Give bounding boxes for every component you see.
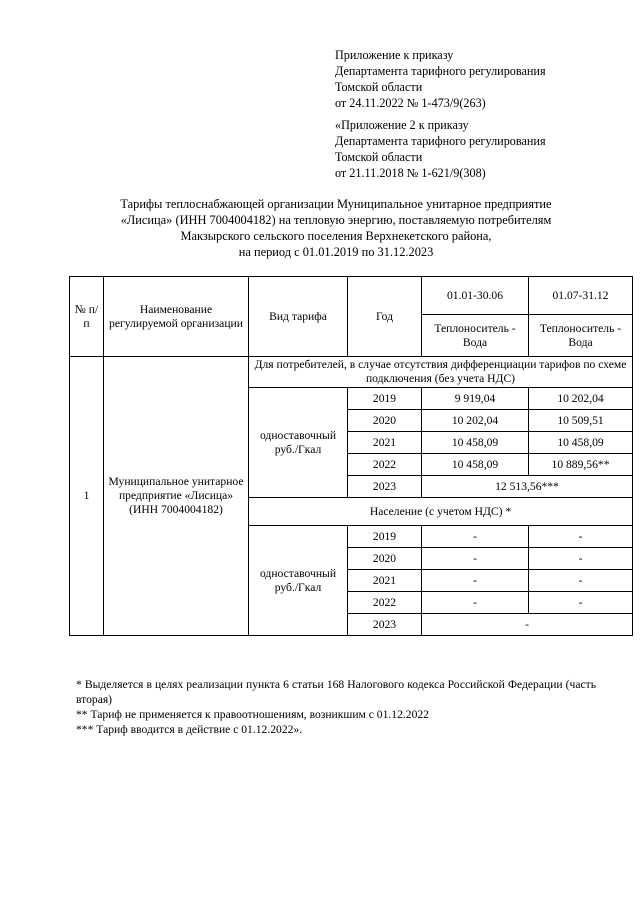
- appendix-line: от 24.11.2022 № 1-473/9(263): [335, 96, 486, 110]
- title-line: Тарифы теплоснабжающей организации Муниципальное унитарное предприятие: [120, 197, 552, 211]
- header-carrier-2: Теплоноситель - Вода: [529, 315, 633, 357]
- value-cell: -: [529, 570, 633, 592]
- value-cell: -: [422, 548, 529, 570]
- value-cell: -: [422, 570, 529, 592]
- appendix-block-current: [335, 47, 625, 111]
- title-line: «Лисица» (ИНН 7004004182) на тепловую энергию, поставляемую потребителям: [120, 213, 552, 227]
- value-cell: 10 458,09: [422, 454, 529, 476]
- value-cell: 10 458,09: [422, 432, 529, 454]
- value-cell: -: [529, 548, 633, 570]
- appendix-line: Томской области: [335, 80, 423, 94]
- document-title: [60, 196, 612, 260]
- value-cell: 10 202,04: [422, 410, 529, 432]
- header-year: Год: [348, 277, 422, 357]
- year-cell: 2023: [348, 614, 422, 636]
- header-row: [70, 277, 633, 315]
- year-cell: 2021: [348, 570, 422, 592]
- header-period-2: 01.07-31.12: [529, 277, 633, 315]
- value-cell: -: [422, 526, 529, 548]
- appendix-line: Томской области: [335, 150, 423, 164]
- organization-name: Муниципальное унитарное предприятие «Лисица» (ИНН 7004004182): [104, 357, 249, 636]
- footnotes: [76, 677, 596, 737]
- value-cell-merged: -: [422, 614, 633, 636]
- tariff-type-cell: одноставочный руб./Гкал: [249, 388, 348, 498]
- footnote: ** Тариф не применяется к правоотношениям, возникшим с 01.12.2022: [76, 708, 429, 721]
- tariff-table: [69, 276, 633, 636]
- header-org: Наименование регулируемой организации: [104, 277, 249, 357]
- year-cell: 2019: [348, 388, 422, 410]
- appendix-header: [335, 47, 625, 187]
- footnote: *** Тариф вводится в действие с 01.12.2022».: [76, 723, 303, 736]
- value-cell: 10 458,09: [529, 432, 633, 454]
- year-cell: 2020: [348, 548, 422, 570]
- appendix-block-original: [335, 117, 625, 181]
- appendix-line: от 21.11.2018 № 1-621/9(308): [335, 166, 486, 180]
- value-cell: 10 889,56**: [529, 454, 633, 476]
- title-line: на период с 01.01.2019 по 31.12.2023: [238, 245, 434, 259]
- value-cell: 9 919,04: [422, 388, 529, 410]
- value-cell-merged: 12 513,56***: [422, 476, 633, 498]
- value-cell: -: [529, 526, 633, 548]
- appendix-line: Департамента тарифного регулирования: [335, 64, 546, 78]
- year-cell: 2022: [348, 592, 422, 614]
- value-cell: -: [529, 592, 633, 614]
- year-cell: 2020: [348, 410, 422, 432]
- footnote: * Выделяется в целях реализации пункта 6 статьи 168 Налогового кодекса Российской Федерации (часть вторая): [76, 678, 596, 706]
- header-carrier-1: Теплоноситель - Вода: [422, 315, 529, 357]
- appendix-line: «Приложение 2 к приказу: [335, 118, 469, 132]
- header-num: № п/п: [70, 277, 104, 357]
- section-label: Население (с учетом НДС) *: [249, 498, 633, 526]
- row-number: 1: [70, 357, 104, 636]
- year-cell: 2023: [348, 476, 422, 498]
- value-cell: 10 509,51: [529, 410, 633, 432]
- year-cell: 2022: [348, 454, 422, 476]
- section-label-row: [70, 357, 633, 388]
- appendix-line: Департамента тарифного регулирования: [335, 134, 546, 148]
- appendix-line: Приложение к приказу: [335, 48, 454, 62]
- value-cell: -: [422, 592, 529, 614]
- tariff-type-cell: одноставочный руб./Гкал: [249, 526, 348, 636]
- header-period-1: 01.01-30.06: [422, 277, 529, 315]
- section-label: Для потребителей, в случае отсутствия дифференциации тарифов по схеме подключения (без учета НДС): [249, 357, 633, 388]
- year-cell: 2021: [348, 432, 422, 454]
- title-line: Макзырского сельского поселения Верхнекетского района,: [180, 229, 492, 243]
- value-cell: 10 202,04: [529, 388, 633, 410]
- header-tariff-type: Вид тарифа: [249, 277, 348, 357]
- year-cell: 2019: [348, 526, 422, 548]
